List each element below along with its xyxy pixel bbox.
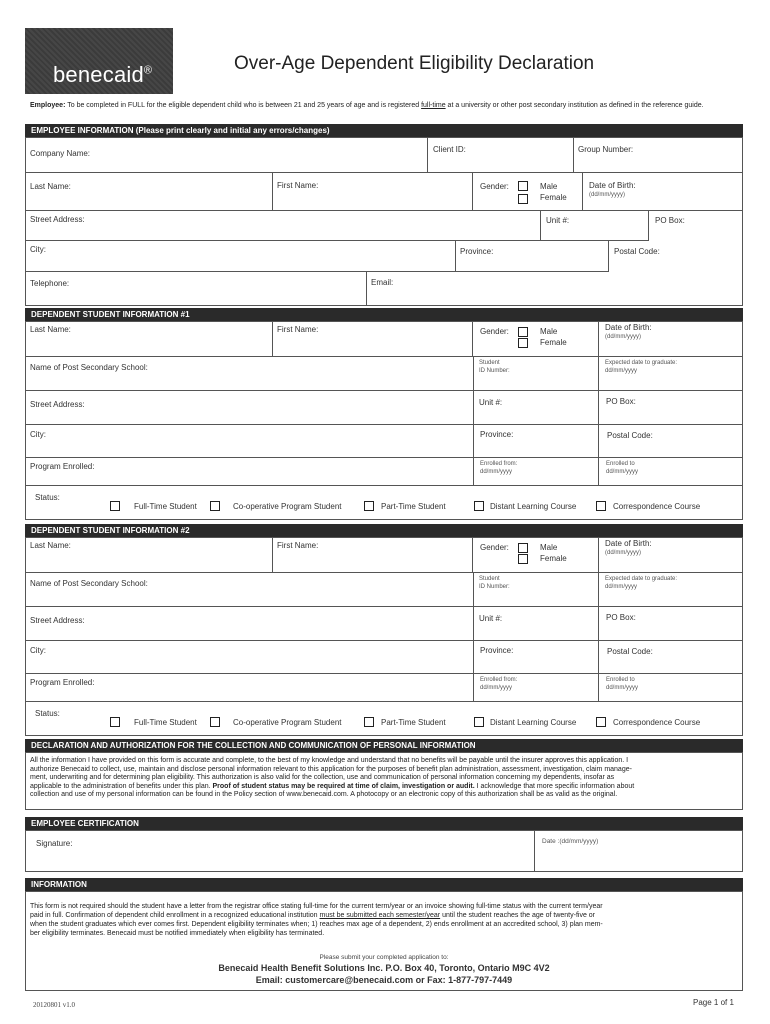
dep1-status-label: Status: (35, 493, 60, 502)
dep1-city-field[interactable] (25, 425, 474, 458)
dep2-street-field[interactable] (25, 607, 474, 641)
dep1-graduate-hint: dd/mm/yyyy (605, 368, 638, 374)
dep1-street-field[interactable] (25, 391, 474, 425)
dep1-unit-field[interactable] (474, 391, 599, 425)
dep2-status-label: Status: (35, 709, 60, 718)
dep2-female-label: Female (540, 554, 567, 563)
employee-city-field[interactable] (25, 241, 456, 272)
dep2-school-label: Name of Post Secondary School: (30, 579, 148, 588)
dep1-province-label: Province: (480, 430, 514, 439)
dep1-unit-label: Unit #: (479, 398, 503, 407)
employee-unit-label: Unit #: (546, 216, 570, 225)
employee-dob-label: Date of Birth: (589, 181, 636, 190)
dep2-gender-label: Gender: (480, 543, 509, 552)
dependent2-header: DEPENDENT STUDENT INFORMATION #2 (25, 524, 743, 537)
dep2-postal-field[interactable] (599, 641, 743, 674)
dep2-city-label: City: (30, 646, 46, 655)
dep2-coop-label: Co-operative Program Student (233, 718, 342, 727)
page-number: Page 1 of 1 (693, 998, 734, 1007)
dep2-city-field[interactable] (25, 641, 474, 674)
employee-street-label: Street Address: (30, 215, 85, 224)
dependent1-header: DEPENDENT STUDENT INFORMATION #1 (25, 308, 743, 321)
group-number-field[interactable] (574, 137, 743, 173)
employee-dob-hint: (dd/mm/yyyy) (589, 192, 625, 198)
employee-female-label: Female (540, 193, 567, 202)
dep2-street-label: Street Address: (30, 616, 85, 625)
employee-last-name-field[interactable] (25, 173, 273, 211)
declaration-text: All the information I have provided on this form is accurate and complete, to the best of my knowledge and understand that no benefits will be payable until the insurer approves this application. I authorize Benecaid to collect, use, maintain and disclose personal information relevant to this application for the purposes of benefit plan administration, assessment, investigation, claim manage- ment, underwriting and for determining plan eligibility. This authorization is also valid for the collection, use and communication of personal information concerning my dependents, insofar as applicable to the administration of benefits under this plan. Proof of student status may be required at time of claim, investigation or audit. I acknowledge that more specific information about collection and use of my personal information can be found in the Policy section of www.benecaid.com. A photocopy or an electronic copy of this authorization shall be as valid as the original. (30, 757, 635, 799)
employee-pobox-label: PO Box: (655, 216, 685, 225)
logo-text: benecaid® (53, 62, 153, 87)
dep1-last-name-label: Last Name: (30, 325, 71, 334)
dep2-graduate-hint: dd/mm/yyyy (605, 584, 638, 590)
dep2-enrolled-from-hint: dd/mm/yyyy (480, 685, 513, 691)
dep1-female-label: Female (540, 338, 567, 347)
dep2-enrolled-to-field[interactable] (599, 674, 743, 702)
dep2-unit-label: Unit #: (479, 614, 503, 623)
dep1-pobox-field[interactable] (599, 391, 743, 425)
dep2-female-checkbox[interactable] (518, 554, 528, 564)
dep1-dob-label: Date of Birth: (605, 323, 652, 332)
employee-gender-label: Gender: (480, 182, 509, 191)
dep1-enrolled-to-field[interactable] (599, 458, 743, 486)
dep2-enrolled-from-label: Enrolled from: (480, 677, 518, 683)
dep2-parttime-label: Part-Time Student (381, 718, 446, 727)
dep1-student-id-label-1: Student (479, 360, 500, 366)
dep1-postal-label: Postal Code: (607, 431, 653, 440)
dep1-distant-label: Distant Learning Course (490, 502, 577, 511)
dep1-male-label: Male (540, 327, 558, 336)
employee-first-name-label: First Name: (277, 181, 319, 190)
employee-first-name-field[interactable] (273, 173, 473, 211)
dep2-postal-label: Postal Code: (607, 647, 653, 656)
dep2-coop-checkbox[interactable] (210, 717, 220, 727)
employee-female-checkbox[interactable] (518, 194, 528, 204)
form-version: 20120801 v1.0 (33, 1001, 75, 1009)
employee-province-label: Province: (460, 247, 494, 256)
dep2-program-label: Program Enrolled: (30, 678, 95, 687)
dep1-male-checkbox[interactable] (518, 327, 528, 337)
dep2-pobox-label: PO Box: (606, 613, 636, 622)
employee-telephone-field[interactable] (25, 272, 367, 306)
dep2-correspondence-label: Correspondence Course (613, 718, 701, 727)
dep2-unit-field[interactable] (474, 607, 599, 641)
dep2-fulltime-checkbox[interactable] (110, 717, 120, 727)
dep1-parttime-checkbox[interactable] (364, 501, 374, 511)
dep2-student-id-label-2: ID Number: (479, 584, 510, 590)
dep1-graduate-label-1: Expected date to graduate: (605, 360, 678, 366)
dep1-city-label: City: (30, 430, 46, 439)
cert-date-field[interactable] (535, 830, 743, 872)
dep2-fulltime-label: Full-Time Student (134, 718, 197, 727)
dep2-dob-label: Date of Birth: (605, 539, 652, 548)
dep1-student-id-label-2: ID Number: (479, 368, 510, 374)
intro-text: Employee: To be completed in FULL for the eligible dependent child who is between 21 and 25 years of age and is registered full-time at a university or other post secondary institution as defined in the reference guide. (30, 102, 704, 109)
employee-postal-label: Postal Code: (614, 247, 660, 256)
signature-field[interactable] (25, 830, 535, 872)
dep2-first-name-label: First Name: (277, 541, 319, 550)
dep1-correspondence-label: Correspondence Course (613, 502, 701, 511)
dep1-correspondence-checkbox[interactable] (596, 501, 606, 511)
dep1-parttime-label: Part-Time Student (381, 502, 446, 511)
dep1-female-checkbox[interactable] (518, 338, 528, 348)
dep2-student-id-label-1: Student (479, 576, 500, 582)
submit-address: Benecaid Health Benefit Solutions Inc. P.O. Box 40, Toronto, Ontario M9C 4V2 (218, 963, 550, 973)
dep1-fulltime-label: Full-Time Student (134, 502, 197, 511)
dep1-enrolled-to-label: Enrolled to (606, 461, 635, 467)
employee-male-label: Male (540, 182, 558, 191)
dep1-gender-label: Gender: (480, 327, 509, 336)
dep2-male-label: Male (540, 543, 558, 552)
client-id-label: Client ID: (433, 145, 466, 154)
employee-male-checkbox[interactable] (518, 181, 528, 191)
dep1-enrolled-from-label: Enrolled from: (480, 461, 518, 467)
dep2-parttime-checkbox[interactable] (364, 717, 374, 727)
certification-header: EMPLOYEE CERTIFICATION (25, 817, 743, 830)
employee-city-label: City: (30, 245, 46, 254)
dep2-province-label: Province: (480, 646, 514, 655)
client-id-field[interactable] (428, 137, 574, 173)
dep2-graduate-label-1: Expected date to graduate: (605, 576, 678, 582)
company-name-label: Company Name: (30, 149, 91, 158)
employee-info-header: EMPLOYEE INFORMATION (Please print clearly and initial any errors/changes) (25, 124, 743, 137)
information-header: INFORMATION (25, 878, 743, 891)
submit-note: Please submit your completed application to: (319, 954, 449, 961)
dep2-pobox-field[interactable] (599, 607, 743, 641)
dep2-male-checkbox[interactable] (518, 543, 528, 553)
declaration-header: DECLARATION AND AUTHORIZATION FOR THE COLLECTION AND COMMUNICATION OF PERSONAL INFORMATION (25, 739, 743, 752)
dep2-distant-label: Distant Learning Course (490, 718, 577, 727)
dep1-coop-checkbox[interactable] (210, 501, 220, 511)
dep2-distant-checkbox[interactable] (474, 717, 484, 727)
dep1-distant-checkbox[interactable] (474, 501, 484, 511)
benecaid-logo (25, 28, 173, 94)
employee-gender-field (473, 173, 583, 211)
dep1-school-label: Name of Post Secondary School: (30, 363, 148, 372)
dep2-last-name-label: Last Name: (30, 541, 71, 550)
dep1-pobox-label: PO Box: (606, 397, 636, 406)
dep1-dob-hint: (dd/mm/yyyy) (605, 334, 641, 340)
employee-street-field[interactable] (25, 211, 541, 241)
dep1-first-name-label: First Name: (277, 325, 319, 334)
cert-date-label: Date :(dd/mm/yyyy) (542, 838, 599, 845)
dep1-coop-label: Co-operative Program Student (233, 502, 342, 511)
signature-label: Signature: (36, 839, 73, 848)
employee-email-label: Email: (371, 278, 394, 287)
dep2-enrolled-to-label: Enrolled to (606, 677, 635, 683)
dep1-enrolled-from-hint: dd/mm/yyyy (480, 469, 513, 475)
dep2-correspondence-checkbox[interactable] (596, 717, 606, 727)
information-text: This form is not required should the student have a letter from the registrar office stating full-time for the current term/year or an invoice showing full-time status with the current term/year paid in full. Confirmation of dependent child enrollment in a recognized educational institution must be submitted each semester/year until the student reaches the age of twenty-five or when the student graduates which ever comes first. Dependent eligibility terminates when; 1) reaches max age of a dependent, 2) ends enrollment at an accredited school, 3) plan mem- ber eligibility terminates. Benecaid must be notified immediately when eligibility has terminated. (30, 903, 603, 937)
submit-contact: Email: customercare@benecaid.com or Fax: 1-877-797-7449 (255, 975, 513, 985)
dep1-fulltime-checkbox[interactable] (110, 501, 120, 511)
dep1-postal-field[interactable] (599, 425, 743, 458)
dep2-dob-hint: (dd/mm/yyyy) (605, 550, 641, 556)
form-title: Over-Age Dependent Eligibility Declaration (234, 53, 595, 74)
employee-telephone-label: Telephone: (30, 279, 70, 288)
dep1-program-label: Program Enrolled: (30, 462, 95, 471)
dep1-street-label: Street Address: (30, 400, 85, 409)
employee-last-name-label: Last Name: (30, 182, 71, 191)
dep1-enrolled-to-hint: dd/mm/yyyy (606, 469, 639, 475)
group-number-label: Group Number: (578, 145, 634, 154)
employee-province-field[interactable] (456, 241, 609, 272)
dep2-enrolled-to-hint: dd/mm/yyyy (606, 685, 639, 691)
